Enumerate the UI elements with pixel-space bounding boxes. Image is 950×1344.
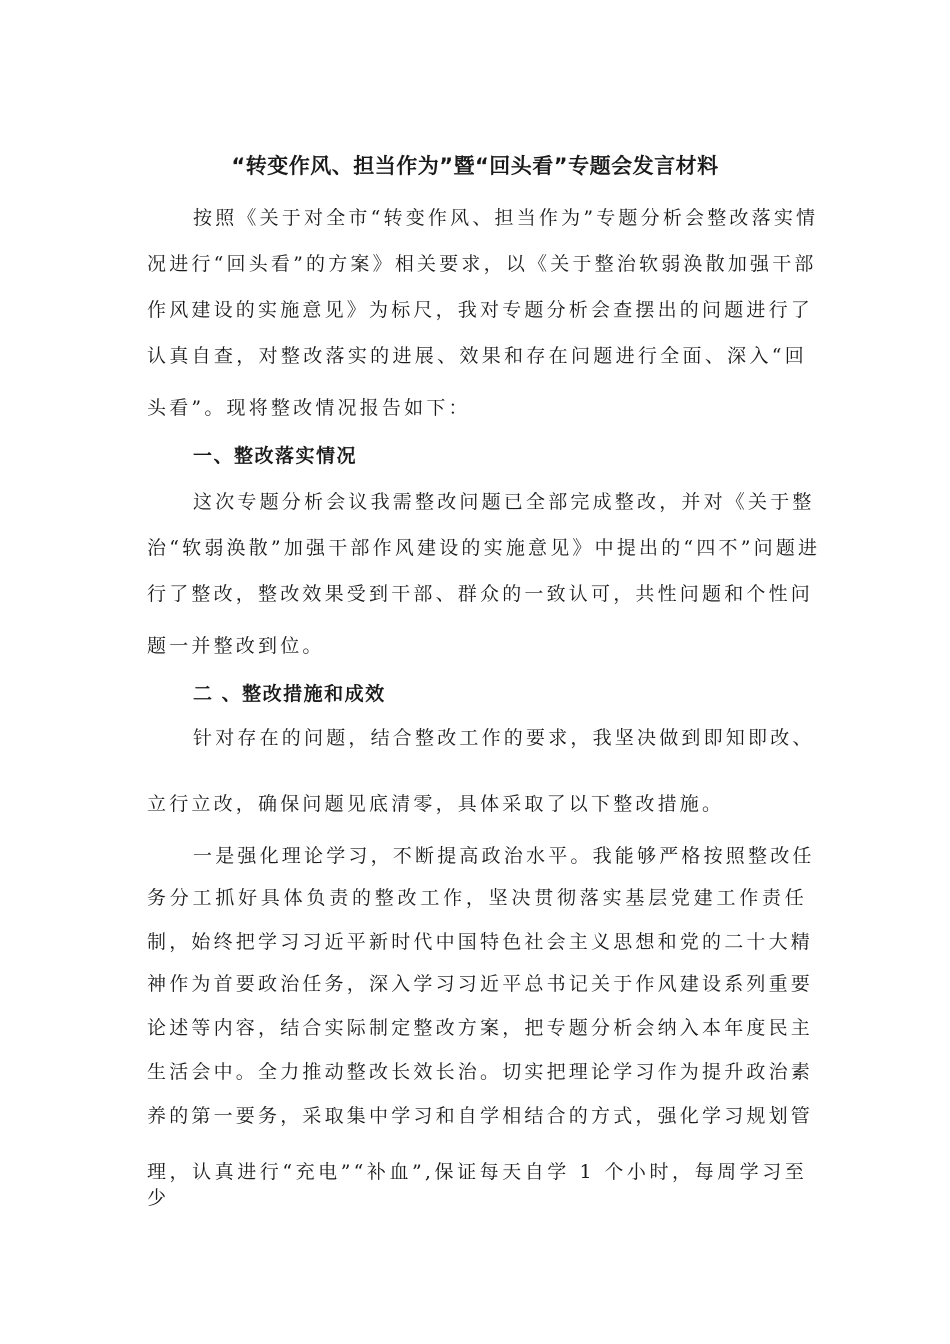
item-1-line-5: 论述等内容，结合实际制定整改方案，把专题分析会纳入本年度民主: [147, 1017, 814, 1039]
intro-line-4: 认真自查，对整改落实的进展、效果和存在问题进行全面、深入“回: [147, 345, 807, 367]
intro-line-5: 头看”。现将整改情况报告如下：: [147, 397, 471, 419]
item-1-line-2: 务分工抓好具体负责的整改工作，坚决贯彻落实基层党建工作责任: [147, 887, 807, 909]
section-1-heading: 一、整改落实情况: [193, 445, 358, 467]
item-1-line-8: 理，认真进行“充电”“补血”,保证每天自学 1 个小时，每周学习至: [147, 1161, 807, 1183]
document-title: “转变作风、担当作为”暨“回头看”专题会发言材料: [231, 154, 719, 178]
section-1-line-4: 题一并整改到位。: [147, 635, 325, 657]
intro-line-3: 作风建设的实施意见》为标尺，我对专题分析会查摆出的问题进行了: [147, 299, 814, 321]
section-2-intro-line-1: 针对存在的问题，结合整改工作的要求，我坚决做到即知即改、: [193, 727, 815, 749]
section-1-line-3: 行了整改，整改效果受到干部、群众的一致认可，共性问题和个性问: [147, 583, 814, 605]
item-1-line-7: 养的第一要务，采取集中学习和自学相结合的方式，强化学习规划管: [147, 1105, 814, 1127]
intro-line-1: 按照《关于对全市“转变作风、担当作为”专题分析会整改落实情: [193, 207, 819, 229]
intro-line-2: 况进行“回头看”的方案》相关要求，以《关于整治软弱涣散加强干部: [147, 253, 817, 275]
section-1-line-2: 治“软弱涣散”加强干部作风建设的实施意见》中提出的“四不”问题进: [147, 537, 821, 559]
item-1-line-3: 制，始终把学习习近平新时代中国特色社会主义思想和党的二十大精: [147, 931, 814, 953]
section-1-line-1: 这次专题分析会议我需整改问题已全部完成整改，并对《关于整: [193, 491, 815, 513]
item-1-line-4: 神作为首要政治任务，深入学习习近平总书记关于作风建设系列重要: [147, 973, 814, 995]
section-2-heading: 二 、整改措施和成效: [193, 683, 386, 705]
item-1-line-9: 少: [147, 1187, 170, 1209]
item-1-line-1: 一是强化理论学习，不断提高政治水平。我能够严格按照整改任: [193, 845, 815, 867]
item-1-line-6: 生活会中。全力推动整改长效长治。切实把理论学习作为提升政治素: [147, 1061, 814, 1083]
section-2-intro-line-2: 立行立改，确保问题见底清零，具体采取了以下整改措施。: [147, 793, 725, 815]
